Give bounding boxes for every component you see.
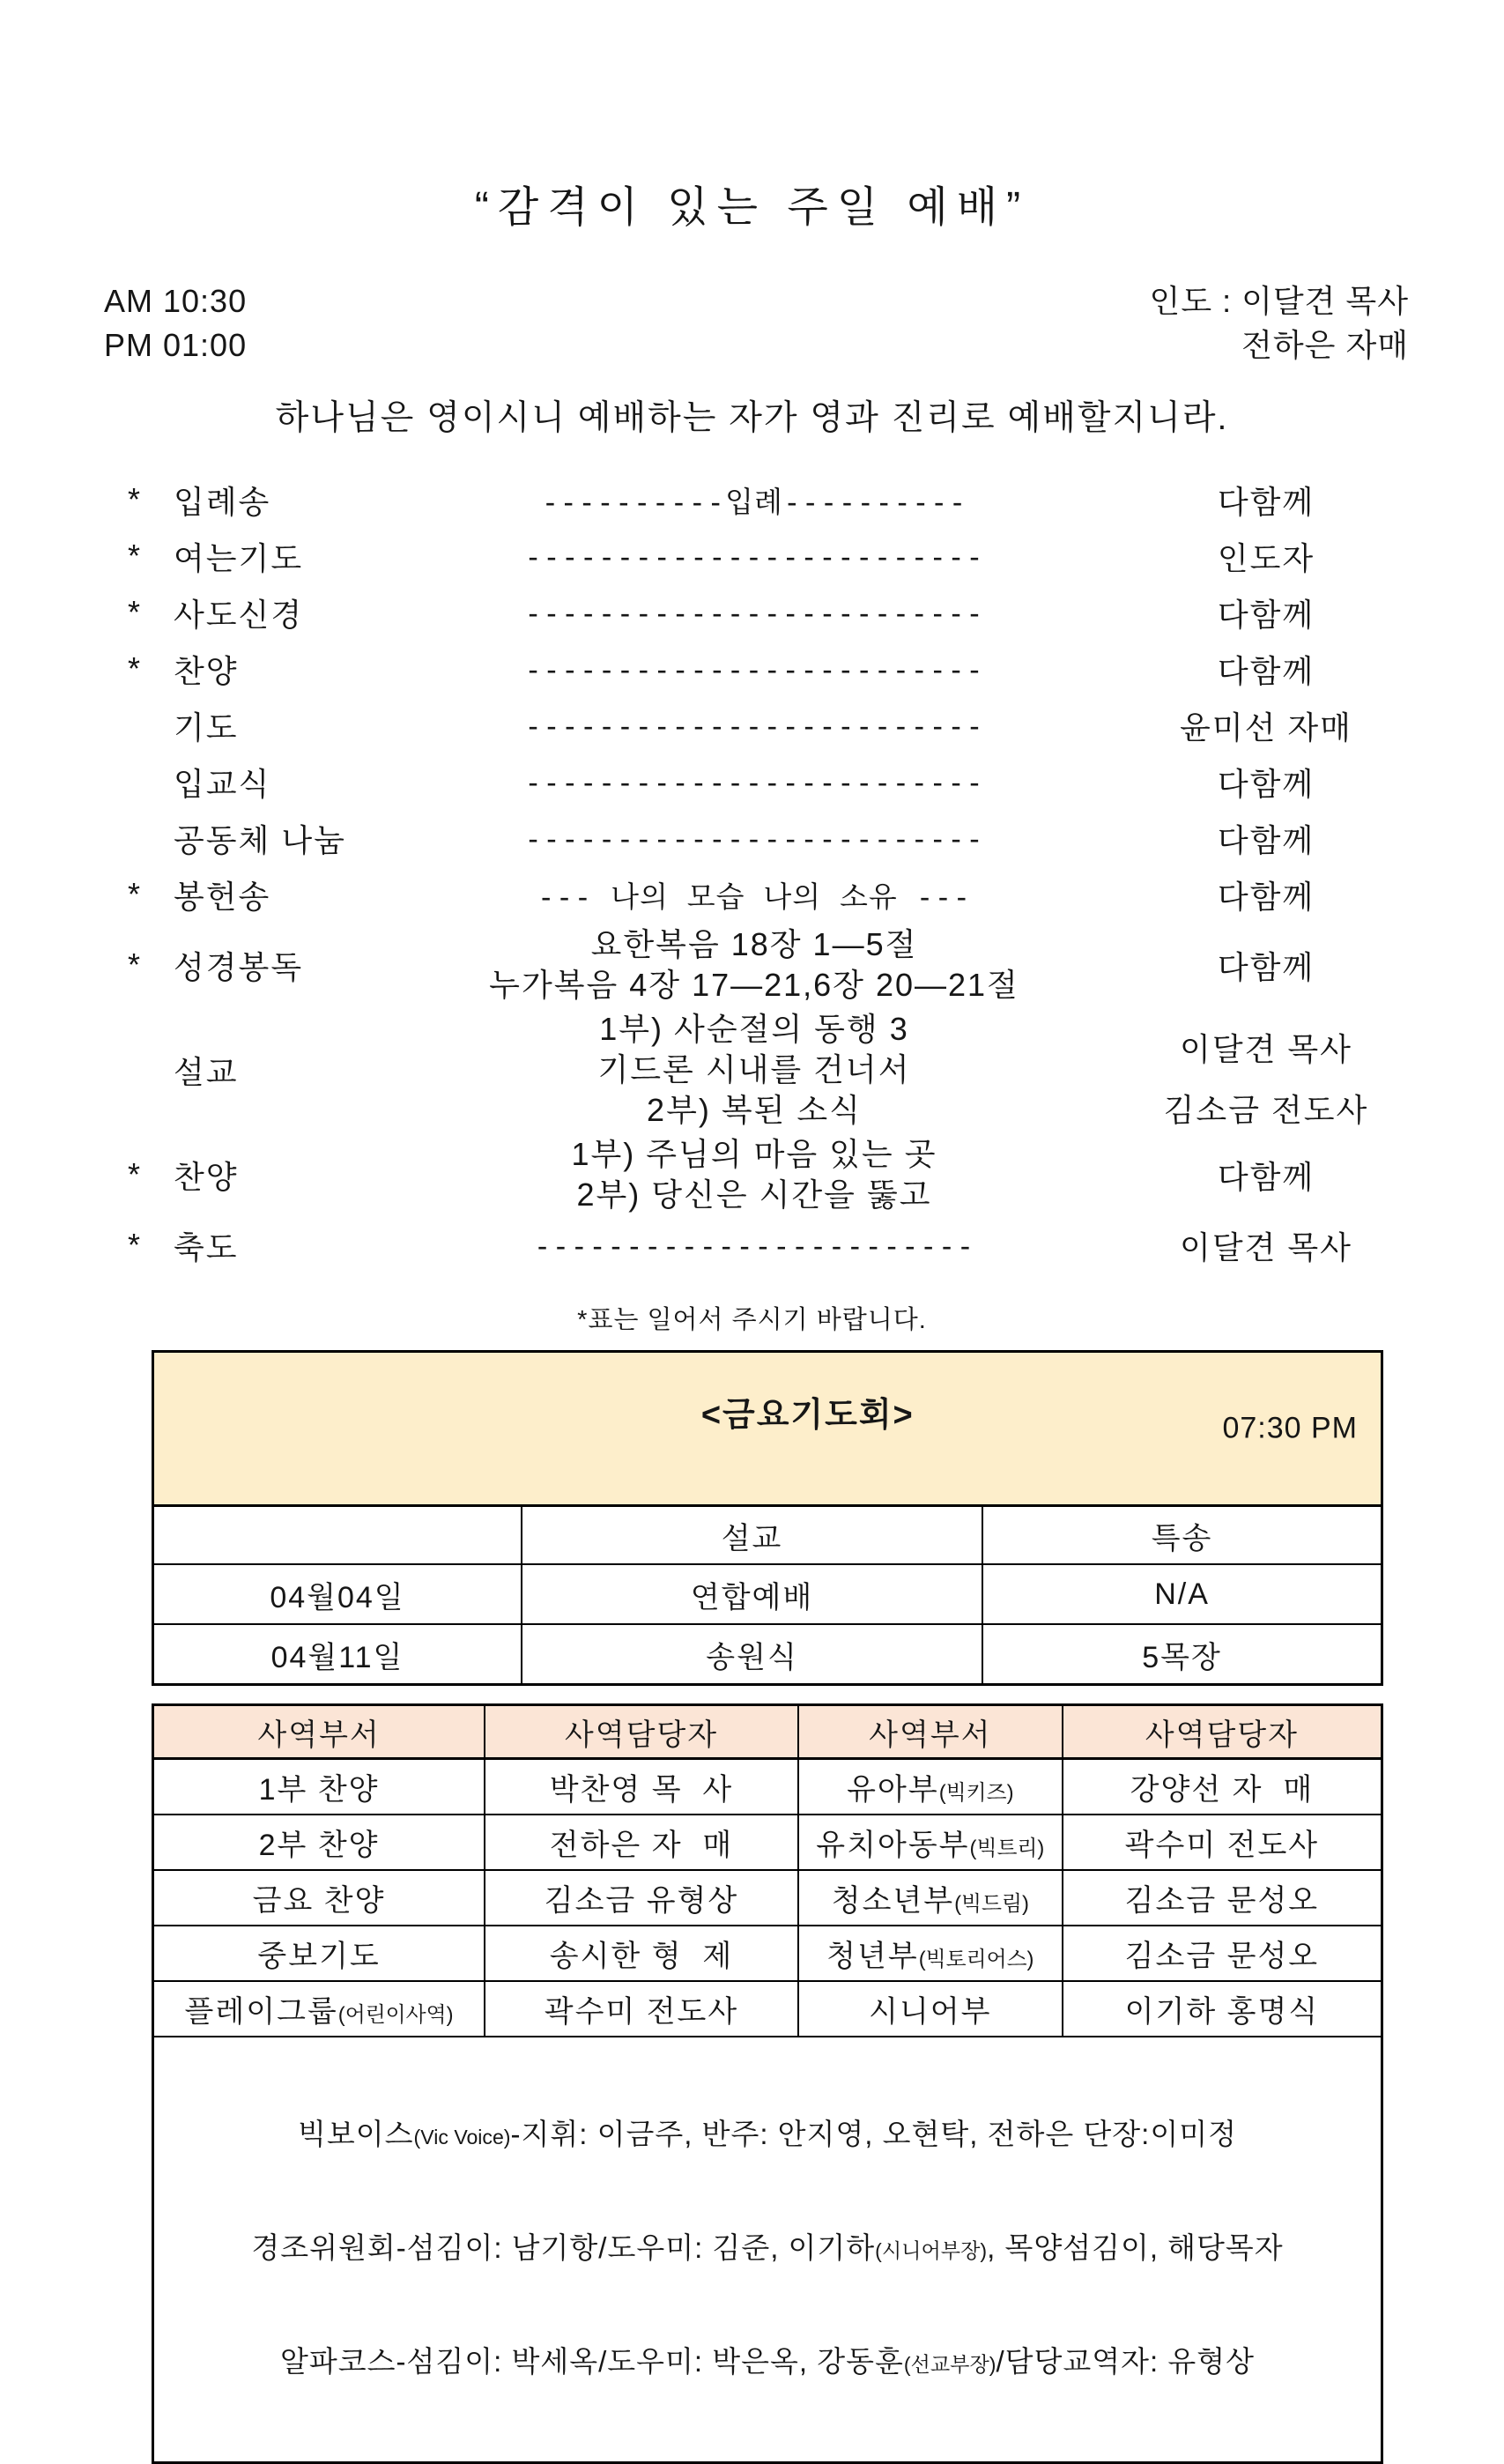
- service-time-pm: PM 01:00: [104, 327, 248, 363]
- friday-prayer-header-row: [153, 1506, 1382, 1565]
- service-item-label: 입례송: [174, 483, 271, 520]
- service-item-person: 다함께: [1217, 765, 1315, 802]
- service-item-community-sharing: [128, 810, 1442, 866]
- service-item-membership: [128, 753, 1442, 810]
- service-item-label: 찬양: [174, 1158, 239, 1195]
- sermon-cell: 연합예배: [522, 1564, 982, 1624]
- service-item-opening-prayer: [128, 528, 1442, 584]
- service-item-content: -------------------------: [524, 764, 984, 799]
- standing-asterisk: *: [128, 481, 143, 517]
- department-cell: 청소년부(빅드림): [798, 1870, 1063, 1926]
- service-item-person: [1090, 1009, 1442, 1131]
- person-cell: 김소금 유형상: [485, 1870, 798, 1926]
- service-item-sermon: [128, 1007, 1442, 1132]
- service-item-content: ----------입례----------: [541, 484, 967, 519]
- service-leaders: [1150, 279, 1409, 367]
- service-item-label: 성경봉독: [174, 948, 304, 985]
- service-item-person: 다함께: [1217, 948, 1315, 985]
- standing-asterisk: *: [128, 594, 143, 630]
- table-row: [153, 1564, 1382, 1624]
- service-item-person: 이달견 목사: [1180, 1228, 1352, 1265]
- service-item-content: [419, 1134, 1090, 1215]
- department-cell: 유아부(빅키즈): [798, 1759, 1063, 1815]
- service-header: [0, 234, 1504, 367]
- service-item-content: [419, 924, 1090, 1006]
- service-item-label: 입교식: [174, 765, 271, 802]
- service-item-label: 봉헌송: [174, 878, 271, 915]
- department-cell: 유치아동부(빅트리): [798, 1815, 1063, 1870]
- table-row: [153, 1759, 1382, 1815]
- ministry-notes-row: [153, 2037, 1382, 2463]
- department-cell: 청년부(빅토리어스): [798, 1926, 1063, 1981]
- service-item-person: 윤미선 자매: [1180, 709, 1352, 746]
- service-item-content: -------------------------: [524, 708, 984, 743]
- department-cell: 2부 찬양: [153, 1815, 485, 1870]
- date-cell: 04월04일: [153, 1564, 522, 1624]
- sermon-title-line: 2부) 복된 소식: [647, 1092, 862, 1128]
- table-row: [153, 1624, 1382, 1685]
- service-item-person: 다함께: [1217, 1158, 1315, 1195]
- service-item-praise-2: [128, 1132, 1442, 1217]
- scripture-line: 요한복음 18장 1—5절: [590, 926, 918, 962]
- service-times: [104, 279, 247, 367]
- column-header: [153, 1506, 522, 1565]
- praise-song-line: 1부) 주님의 마음 있는 곳: [571, 1136, 937, 1172]
- service-item-label: 여는기도: [174, 539, 304, 576]
- service-item-person: 다함께: [1217, 483, 1315, 520]
- service-item-label: 공동체 나눔: [174, 821, 346, 858]
- page-title: “감격이 있는 주일 예배”: [474, 184, 1030, 231]
- person-cell: 강양선 자 매: [1063, 1759, 1382, 1815]
- sermon-title-line: 기드론 시내를 건너서: [597, 1051, 911, 1087]
- service-item-person: 다함께: [1217, 652, 1315, 689]
- ministry-header-row: [153, 1705, 1382, 1759]
- standing-asterisk: *: [128, 876, 143, 912]
- service-item-scripture-reading: [128, 923, 1442, 1007]
- service-item-processional: [128, 471, 1442, 528]
- service-item-person: 다함께: [1217, 821, 1315, 858]
- sermon-cell: 송원식: [522, 1624, 982, 1685]
- service-item-label: 기도: [174, 709, 239, 746]
- scripture-line: 누가복음 4장 17—21,6장 20—21절: [489, 967, 1019, 1003]
- column-header: 사역담당자: [1063, 1705, 1382, 1759]
- sermon-preacher-1: 이달견 목사: [1180, 1031, 1352, 1067]
- person-cell: 전하은 자 매: [485, 1815, 798, 1870]
- friday-prayer-title-row: [153, 1352, 1382, 1506]
- service-item-content: -------------------------: [524, 651, 984, 687]
- ministry-note: 빅보이스(Vic Voice)-지휘: 이금주, 반주: 안지영, 오현탁, 전하은 단장:이미정: [298, 2118, 1237, 2150]
- date-cell: 04월11일: [153, 1624, 522, 1685]
- service-item-content: ------------------------: [533, 1228, 975, 1263]
- standing-asterisk: *: [128, 538, 143, 574]
- friday-prayer-table: [152, 1350, 1383, 1686]
- order-of-service: [0, 471, 1504, 1273]
- department-cell: 플레이그룹(어린이사역): [153, 1981, 485, 2037]
- service-item-label: 축도: [174, 1228, 239, 1265]
- column-header: 사역담당자: [485, 1705, 798, 1759]
- scripture-verse: 하나님은 영이시니 예배하는 자가 영과 진리로 예배할지니라.: [275, 399, 1229, 437]
- leader-line-1: 인도 : 이달견 목사: [1149, 283, 1409, 319]
- table-row: [153, 1926, 1382, 1981]
- column-header: 특송: [982, 1506, 1382, 1565]
- service-item-person: 다함께: [1217, 596, 1315, 633]
- person-cell: 김소금 문성오: [1063, 1870, 1382, 1926]
- department-cell: 1부 찬양: [153, 1759, 485, 1815]
- sermon-preacher-2: 김소금 전도사: [1163, 1092, 1369, 1128]
- service-item-content: -------------------------: [524, 595, 984, 630]
- service-item-label: 사도신경: [174, 596, 304, 633]
- friday-prayer-time: 07:30 PM: [1222, 1411, 1358, 1445]
- service-item-praise-1: [128, 641, 1442, 697]
- service-item-content: -------------------------: [524, 538, 984, 574]
- table-row: [153, 1870, 1382, 1926]
- person-cell: 김소금 문성오: [1063, 1926, 1382, 1981]
- standing-asterisk: *: [128, 946, 143, 983]
- person-cell: 박찬영 목 사: [485, 1759, 798, 1815]
- department-cell: 시니어부: [798, 1981, 1063, 2037]
- ministry-note: 경조위원회-섬김이: 남기항/도우미: 김준, 이기하(시니어부장), 목양섬김이, 해당목자: [251, 2231, 1284, 2264]
- service-item-content: [419, 1009, 1090, 1131]
- friday-prayer-title: <금요기도회>: [700, 1397, 915, 1434]
- service-item-content: --- 나의 모습 나의 소유 ---: [537, 879, 972, 914]
- person-cell: 송시한 형 제: [485, 1926, 798, 1981]
- service-item-content: -------------------------: [524, 820, 984, 856]
- standing-asterisk: *: [128, 1156, 143, 1192]
- column-header: 사역부서: [153, 1705, 485, 1759]
- standing-note: *표는 일어서 주시기 바랍니다.: [577, 1306, 927, 1334]
- department-cell: 중보기도: [153, 1926, 485, 1981]
- service-item-apostles-creed: [128, 584, 1442, 641]
- table-row: [153, 1815, 1382, 1870]
- ministry-table: [152, 1703, 1383, 2464]
- standing-asterisk: *: [128, 650, 143, 687]
- column-header: 설교: [522, 1506, 982, 1565]
- person-cell: 곽수미 전도사: [1063, 1815, 1382, 1870]
- leader-line-2: 전하은 자매: [1241, 327, 1409, 363]
- special-song-cell: N/A: [982, 1564, 1382, 1624]
- service-item-person: 인도자: [1217, 539, 1315, 576]
- service-item-benediction: [128, 1217, 1442, 1273]
- ministry-note: 알파코스-섬김이: 박세옥/도우미: 박은옥, 강동훈(선교부장)/담당교역자: 유형상: [279, 2345, 1255, 2378]
- service-item-label: 설교: [174, 1053, 239, 1090]
- service-item-person: 다함께: [1217, 878, 1315, 915]
- service-time-am: AM 10:30: [104, 283, 248, 319]
- sermon-title-line: 1부) 사순절의 동행 3: [599, 1011, 909, 1047]
- person-cell: 이기하 홍명식: [1063, 1981, 1382, 2037]
- service-item-prayer: [128, 697, 1442, 753]
- praise-song-line: 2부) 당신은 시간을 뚫고: [576, 1176, 932, 1213]
- service-item-label: 찬양: [174, 652, 239, 689]
- department-cell: 금요 찬양: [153, 1870, 485, 1926]
- table-row: [153, 1981, 1382, 2037]
- service-item-offertory: [128, 866, 1442, 923]
- column-header: 사역부서: [798, 1705, 1063, 1759]
- person-cell: 곽수미 전도사: [485, 1981, 798, 2037]
- special-song-cell: 5목장: [982, 1624, 1382, 1685]
- standing-asterisk: *: [128, 1227, 143, 1263]
